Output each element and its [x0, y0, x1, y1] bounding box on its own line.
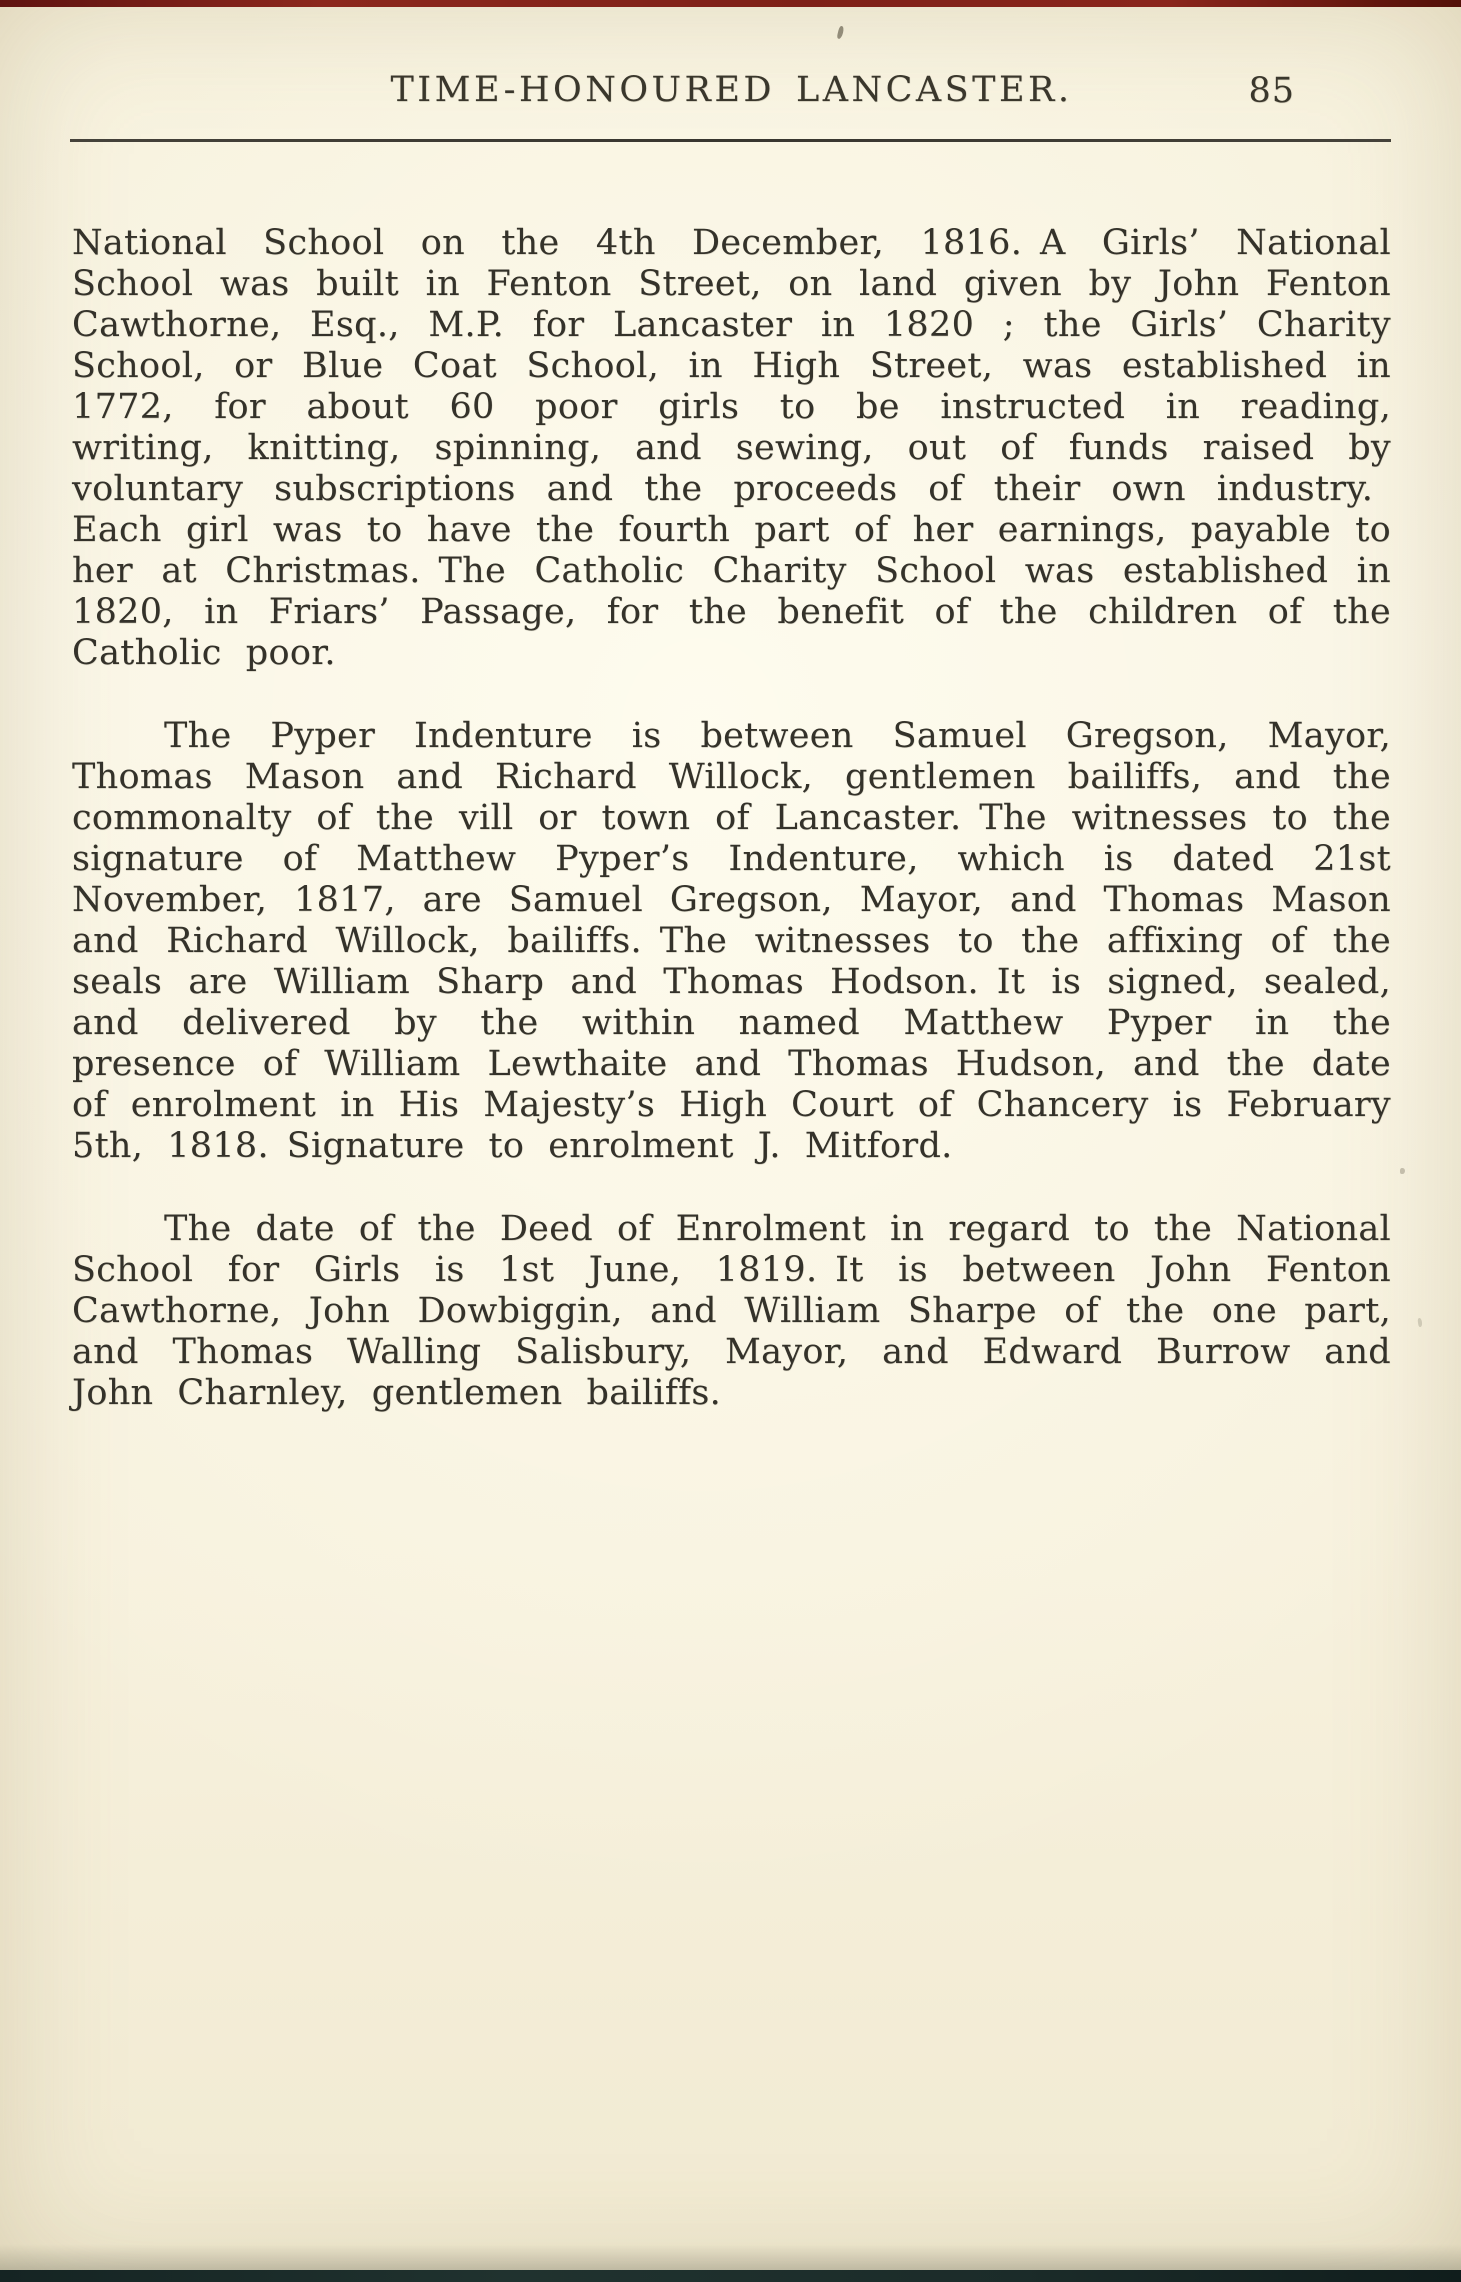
paragraph-deed-of-enrolment: The date of the Deed of Enrolment in regard to the National School for Girls is 1st June, 1819. It is between John Fenton Cawthorne, John Dowbiggin, and William Sharpe of the one part, and Thomas Walling Salisbury, Mayor, and Edward Burrow and John Charnley, gentlemen bailiffs.: [72, 1209, 1391, 1413]
page-body: [72, 188, 1391, 1449]
scan-bottom-edge: [0, 2270, 1461, 2282]
page-number: 85: [1248, 71, 1295, 111]
scan-top-edge: [0, 0, 1461, 7]
paragraph-schools: National School on the 4th December, 1816. A Girls’ National School was built in Fenton Street, on land given by John Fenton Cawthorne, Esq., M.P. for Lancaster in 1820 ; the Girls’ Charity School, or Blue Coat School, in High Street, was established in 1772, for about 60 poor girls to be instructed in reading, writing, knitting, spinning, and sewing, out of funds raised by voluntary subscriptions and the proceeds of their own industry. Each girl was to have the fourth part of her earnings, payable to her at Christmas. The Catholic Charity School was established in 1820, in Friars’ Passage, for the benefit of the children of the Catholic poor.: [72, 223, 1391, 673]
scan-speck: [1400, 1168, 1405, 1174]
scan-bottom-shadow: [0, 2244, 1461, 2270]
header-rule: [70, 139, 1391, 142]
paragraph-pyper-indenture: The Pyper Indenture is between Samuel Gregson, Mayor, Thomas Mason and Richard Willock, gentlemen bailiffs, and the commonalty of the vill or town of Lancaster. The witnesses to the signature of Matthew Pyper’s Indenture, which is dated 21st November, 1817, are Samuel Gregson, Mayor, and Thomas Mason and Richard Willock, bailiffs. The witnesses to the affixing of the seals are William Sharp and Thomas Hodson. It is signed, sealed, and delivered by the within named Matthew Pyper in the presence of William Lewthaite and Thomas Hudson, and the date of enrolment in His Majesty’s High Court of Chancery is February 5th, 1818. Signature to enrolment J. Mitford.: [72, 716, 1391, 1166]
scan-speck: [1417, 1318, 1422, 1327]
running-header: [72, 72, 1391, 116]
page-title: TIME-HONOURED LANCASTER.: [390, 70, 1073, 110]
scan-speck: [837, 26, 845, 40]
